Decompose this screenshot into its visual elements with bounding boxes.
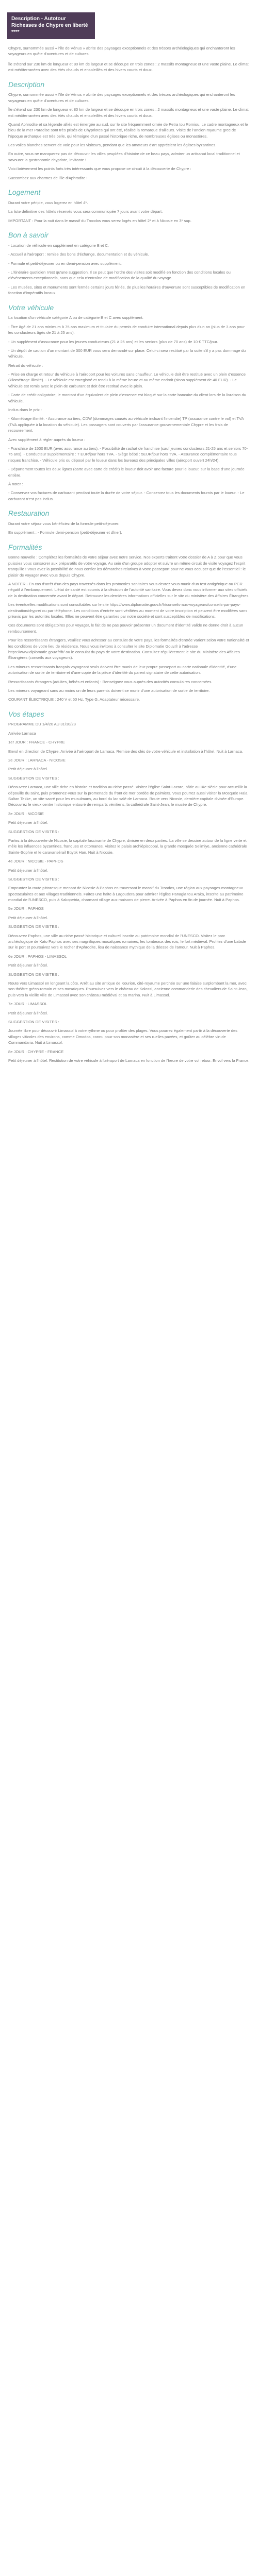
vehicle-heading: Retrait du véhicule : bbox=[8, 363, 43, 368]
section-etapes bbox=[8, 710, 250, 1064]
section-formalites bbox=[8, 543, 250, 703]
section-title: Votre véhicule bbox=[8, 303, 54, 312]
paragraph: Pour les ressortissants étrangers, veuillez vous adresser au consulat de votre pays, les formalités d'entrée varient selon votre nationalité et les conditions de votre lieu de résidence. Nous vous invitons à consulter le site Diplomatie Gouv.fr à l'adresse https://www.diplomatie.gouv.fr/fr/ ou le consulat du pays de votre destination. Consultez régulièrement le site du Ministère des Affaires Étrangères (conseils aux voyageurs). bbox=[8, 638, 249, 660]
paragraph: COURANT ÉLECTRIQUE : 240 V et 50 Hz. Type G. Adaptateur nécessaire. bbox=[8, 697, 140, 702]
paragraph: Bonne nouvelle : Complétez les formalités de votre séjour avec notre service. Nos experts traitent votre dossier de A à Z pour que vous puissiez vous consacrer aux préparatifs de votre voyage. Au sein d'un groupe adopter et suivre un même circuit de visite voyagez l'esprit tranquille ! Vous avez la possibilité de nous confier les démarches relatives à votre passeport pour ne vous occuper que de l'essentiel : le plaisir de voyager avec vous depuis Chypre. bbox=[8, 555, 246, 578]
paragraph: - Conservez vos factures de carburant pendant toute la durée de votre séjour. - Conservez tous les documents fournis par le loueur. - Le carburant n'est pas inclus. bbox=[8, 490, 245, 501]
section-restauration bbox=[8, 509, 250, 536]
paragraph: Les mineurs ressortissants français voyageant seuls doivent être munis de leur propre passeport ou carte nationale d'identité, d'une autorisation de sortie de territoire et d'une copie de la pièce d'identité du parent signataire de cette autorisation. bbox=[8, 664, 237, 675]
steps-list bbox=[8, 731, 250, 1063]
step-line: Route vers Limassol en longeant la côte. Arrêt au site antique de Kourion, cité-royaume perchée sur une falaise surplombant la mer, avec son théâtre gréco-romain et ses mosaïques. Poursuivez vers le château de Kolossi, ancienne commanderie des chevaliers de Saint-Jean, puis vers la vieille ville de Limassol avec son château médiéval et sa marina. Nuit à Limassol. bbox=[8, 980, 248, 997]
step-line: SUGGESTION DE VISITES : bbox=[8, 924, 59, 929]
step-line: 5e JOUR : PAPHOS bbox=[8, 906, 44, 911]
paragraph: - Département toutes les deux lignes (carte avec carte de crédit) le loueur doit avoir une facture pour le loueur, sur la base d'une journée entière. bbox=[8, 467, 245, 478]
step-line: Partez à la découverte de Nicosie, la capitale fascinante de Chypre, divisée en deux parties. La ville se dessine autour de la ligne verte et mêle les influences byzantines, franques et ottomanes. Visitez le palais archiépiscopal, la grande mosquée Selimiye, ancienne cathédrale Sainte-Sophie et le caravansérail Büyük Han. Nuit à Nicosie. bbox=[8, 838, 247, 855]
paragraph: En outre, vous ne manquerez pas de découvrir les villes peuplées d'histoire de ce beau pays, admirer un artisanat local traditionnel et savourer la gastronomie chypriote, invitante ! bbox=[8, 151, 240, 162]
section-title: Formalités bbox=[8, 543, 42, 551]
step-line: SUGGESTION DE VISITES : bbox=[8, 972, 59, 977]
paragraph: Ces documents sont obligatoires pour voyager, le fait de ne pas pouvoir présenter un document d'identité valide ne donne droit à aucun remboursement. bbox=[8, 623, 244, 634]
step-line: Empruntez la route pittoresque menant de Nicosie à Paphos en traversant le massif du Troodos, une région aux paysages montagneux spectaculaires et aux villages traditionnels. Faites une halte à Lagoudera pour admirer l'église Panagia tou Araka, inscrite au patrimoine mondial de l'UNESCO, puis à Kakopetria, charmant village aux maisons de pierre. Arrivée à Paphos en fin de journée. Nuit à Paphos. bbox=[8, 886, 244, 903]
paragraph: - Prise en charge et retour du véhicule à l'aéroport pour les voitures sans chauffeur. Le véhicule doit être restitué avec un plein d'essence (kilométrage illimité). - Le véhicule est enregistré et rendu à la même heure et au même endroit (sinon supplément de 40 EUR). - Le véhicule est remis avec le plein de carburant et doit être restitué avec le plein. bbox=[8, 372, 246, 388]
paragraph: Ressortissants étrangers (adultes, bébés et enfants) : Renseignez vous auprès des autorités consulaires concernées. bbox=[8, 679, 213, 684]
paragraph: Quand Aphrodite et sa légende alliés est émergée au sud, sur le site fréquemment ornée de Petra tou Romiou. Le cadre montagneux et le bleu de la mer Paradise sont très prisés de Chypriotes qui ont été, réalisé la remarque d'ailleurs. Visite de l'ancien royaume grec de l'époque archaïque est très belle, qui témoigne d'un passé historique riche, de nombreuses églises ou monastères. bbox=[8, 122, 248, 139]
section-description bbox=[8, 80, 250, 181]
paragraph: Les éventuelles modifications sont consultables sur le site https://www.diplomatie.gouv.fr/fr/conseils-aux-voyageurs/conseils-par-pays-destination/chypre/ ou par téléphone. Les conditions d'entrée sont vérifiées au moment de votre inscription et peuvent être modifiées sans préavis par les autorités locales. Elles ne peuvent être garanties par notre société et sont susceptibles de modifications. bbox=[8, 602, 248, 619]
step-line: Petit déjeuner à l'hôtel. bbox=[8, 915, 49, 920]
page-title: Description - Autotour Richesses de Chypre en liberté **** bbox=[7, 12, 95, 39]
step-line: SUGGESTION DE VISITES : bbox=[8, 876, 59, 882]
step-line: Petit déjeuner à l'hôtel. bbox=[8, 868, 49, 873]
step-line: Petit déjeuner à l'hôtel. bbox=[8, 767, 49, 772]
paragraph: - Kilométrage illimité. - Assurance au tiers, CDW (dommages causés au véhicule incluant l'incendie) TP (assurance contre le vol) et TVA (TVA appliquée à la location du véhicule). Les passagers sont couverts par l'assurance gouvernementale Chypre et les frais de recouvrement. bbox=[8, 416, 244, 433]
paragraph: Les voiles blanches servent de voie pour les visiteurs, pendant que les amateurs d'art apprécient les églises byzantines. bbox=[8, 143, 217, 148]
vehicle-heading: Avec supplément à régler auprès du loueur : bbox=[8, 437, 86, 442]
paragraph: - Un supplément d'assurance pour les jeunes conducteurs (21 à 25 ans) et les seniors (plus de 70 ans) de 10 € TTC/jour. bbox=[8, 339, 218, 344]
step-line: SUGGESTION DE VISITES : bbox=[8, 829, 59, 834]
step-line: 4e JOUR : NICOSIE - PAPHOS bbox=[8, 859, 63, 864]
section-vehicule bbox=[8, 303, 250, 502]
paragraph: Voici brièvement les points forts très intéressants que vous propose ce circuit à la découverte de Chypre : bbox=[8, 166, 191, 172]
step-line: Petit déjeuner à l'hôtel. bbox=[8, 820, 49, 825]
paragraph: Durant votre périple, vous logerez en hôtel 4*. bbox=[8, 200, 88, 205]
step-line: Journée libre pour découvrir Limassol à votre rythme ou pour profiter des plages. Vous pourrez également partir à la découverte des villages viticoles des environs, comme Omodos, connu pour son monastère et ses ruelles pavées, et goûter au célèbre vin de Commandaria. Nuit à Limassol. bbox=[8, 1028, 238, 1045]
step-line: Petit déjeuner à l'hôtel. bbox=[8, 1010, 49, 1015]
main-content bbox=[0, 39, 258, 1063]
paragraph: IMPORTANT : Pour la nuit dans le massif du Troodos vous serez logés en hôtel 2* et à Nicosie en 3* sup. bbox=[8, 218, 191, 223]
intro-paragraph: Île s'étend sur 230 km de longueur et 80 km de largeur et se découpe en trois zones : 2 massifs montagneux et une vaste plaine. Le climat est méditerranéen avec des étés chauds et ensoleillés et des hivers courts et doux. bbox=[8, 61, 249, 73]
paragraph: - Un dépôt de caution d'un montant de 300 EUR vous sera demandé sur place. Celui-ci sera restitué par la suite s'il y a pas dommage du véhicule. bbox=[8, 348, 246, 359]
step-line: Petit déjeuner à l'hôtel. Restitution de votre véhicule à l'aéroport de Larnaca en fonction de l'heure de votre vol retour. Envol vers la France. bbox=[8, 1058, 250, 1063]
paragraph: - Accueil à l'aéroport : remise des bons d'échange, documentation et du véhicule. bbox=[8, 252, 149, 257]
section-title: Logement bbox=[8, 188, 41, 197]
paragraph: Durant votre séjour vous bénéficiez de la formule petit-déjeuner. bbox=[8, 521, 120, 526]
page bbox=[0, 12, 258, 1082]
step-line: 3e JOUR : NICOSIE bbox=[8, 811, 44, 816]
paragraph: Les mineurs voyageant sans au moins un de leurs parents doivent se munir d'une autorisation de sortie de territoire. bbox=[8, 688, 210, 693]
paragraph: - Carte de crédit obligatoire, le montant d'un équivalent de plein d'essence est bloqué sur la carte bancaire du client lors de la livraison du véhicule. bbox=[8, 393, 246, 403]
step-line: 6e JOUR : PAPHOS - LIMASSOL bbox=[8, 954, 67, 959]
step-line: SUGGESTION DE VISITES : bbox=[8, 775, 59, 781]
paragraph: Île s'étend sur 230 km de longueur et 80 km de largeur et se découpe en trois zones : 2 massifs montagneux et une vaste plaine. Le climat est méditerranéen avec des étés chauds et ensoleillés et des hivers courts et doux. bbox=[8, 107, 249, 118]
step-line: Envol en direction de Chypre. Arrivée à l'aéroport de Larnaca. Remise des clés de votre véhicule et installation à l'hôtel. Nuit à Larnaca. bbox=[8, 749, 243, 754]
step-line: 8e JOUR : CHYPRE - FRANCE bbox=[8, 1049, 64, 1054]
paragraph: - Formule et petit-déjeuner ou en demi-pension avec supplément. bbox=[8, 261, 122, 266]
vehicle-heading: À noter : bbox=[8, 481, 23, 486]
paragraph: La location d'un véhicule catégorie A ou de catégorie B et C avec supplément. bbox=[8, 315, 143, 320]
section-title: Bon à savoir bbox=[8, 231, 49, 240]
step-line: 2e JOUR : LARNACA - NICOSIE bbox=[8, 758, 66, 763]
section-title: Vos étapes bbox=[8, 709, 44, 718]
step-line: Découvrez Paphos, une ville au riche passé historique et culturel inscrite au patrimoine mondial de l'UNESCO. Visitez le parc archéologique de Kato Paphos avec ses magnifiques mosaïques romaines, les tombeaux des rois, le fort médiéval. Profitez d'une balade sur le port et poursuivez vers le rocher d'Aphrodite, lieu de naissance mythique de la déesse de l'amour. Nuit à Paphos. bbox=[8, 933, 246, 950]
paragraph: En supplément : - Formule demi-pension (petit-déjeuner et dîner). bbox=[8, 530, 122, 535]
section-logement bbox=[8, 188, 250, 224]
program-dates: PROGRAMME DU 1/4/20 AU 31/10/23 bbox=[8, 722, 76, 727]
step-line: 1er JOUR : FRANCE - CHYPRE bbox=[8, 740, 65, 745]
paragraph: A NOTER - En cas d'arrêt d'un des pays traversés dans les protocoles sanitaires vous devrez vous munir d'un test antigénique ou PCR négatif à l'embarquement. L'état de santé est soumis à la décision de l'autorité sanitaire. Vous devez donc vous informer aux sites officiels de la destination concernée avant le départ. Retrouvez les dernières informations officielles sur le site du ministère des Affaires Étrangères. bbox=[8, 582, 250, 598]
section-bon-a-savoir bbox=[8, 231, 250, 296]
paragraph: Chypre, surnommée aussi « l'île de Vénus » abrite des paysages exceptionnels et des trésors archéologiques qui enchanteront les voyageurs en quête d'aventures et de cultures. bbox=[8, 92, 235, 103]
section-title: Restauration bbox=[8, 509, 50, 518]
step-line: SUGGESTION DE VISITES : bbox=[8, 1019, 59, 1024]
paragraph: La liste définitive des hôtels réservés vous sera communiquée 7 jours avant votre départ. bbox=[8, 209, 163, 214]
step-line: 7e JOUR : LIMASSOL bbox=[8, 1002, 47, 1007]
paragraph: - L'itinéraire quotidien n'est qu'une suggestion. Il se peut que l'ordre des visites soit modifié en fonction des conditions locales ou d'événements exceptionnels, sans que cela n'entraîne de modification de la qualité du voyage. bbox=[8, 269, 231, 281]
paragraph: - Les musées, sites et monuments sont fermés certains jours fériés, de plus les horaires d'ouverture sont susceptibles de modification en fonction d'impératifs locaux. bbox=[8, 284, 246, 296]
paragraph: - Location de véhicule en supplément en catégorie B et C. bbox=[8, 243, 109, 248]
paragraph: - Être âgé de 21 ans minimum à 75 ans maximum et titulaire du permis de conduire international depuis plus d'un an (plus de 3 ans pour les conducteurs âgés de 21 à 25 ans). bbox=[8, 324, 245, 335]
paragraph: - Franchise de 1500 EUR (avec assurance au tiers). - Possibilité de rachat de franchise (sauf jeunes conducteurs 21-25 ans et seniors 70-75 ans). - Conducteur supplémentaire : 7 EUR/jour hors TVA. - Siège bébé : 5EUR/jour hors TVA. - Assurance complémentaire tous risques franchise. - Véhicule pris ou déposé par le loueur dans les bureaux des principales villes (aéroport ouvert 24h/24). bbox=[8, 446, 248, 463]
intro-paragraph: Chypre, surnommée aussi « l'île de Vénus » abrite des paysages exceptionnels et des trésors archéologiques qui enchanteront les voyageurs en quête d'aventures et de cultures. bbox=[8, 46, 235, 57]
intro bbox=[8, 45, 250, 73]
paragraph: Succombez aux charmes de l'île d'Aphrodite ! bbox=[8, 175, 88, 180]
step-line: Arrivée Larnaca bbox=[8, 731, 36, 736]
vehicle-heading: Inclus dans le prix : bbox=[8, 408, 42, 413]
step-line: Petit déjeuner à l'hôtel. bbox=[8, 963, 49, 968]
section-title: Description bbox=[8, 80, 45, 89]
step-line: Découvrez Larnaca, une ville riche en histoire et tradition au riche passé. Visitez l'église Saint-Lazare, bâtie au IXe siècle pour accueillir la dépouille du saint, puis promenez-vous sur la promenade du front de mer bordée de palmiers. Vous pourrez aussi visiter la Mosquée Hala Sultan Tekke, un site sacré pour les musulmans, au bord du lac salé de Larnaca. Route vers Nicosie, dernière capitale divisée d'Europe. Découvrez le vieux centre historique entouré de remparts vénitiens, la cathédrale Saint-Jean, le musée de Chypre. bbox=[8, 785, 248, 807]
